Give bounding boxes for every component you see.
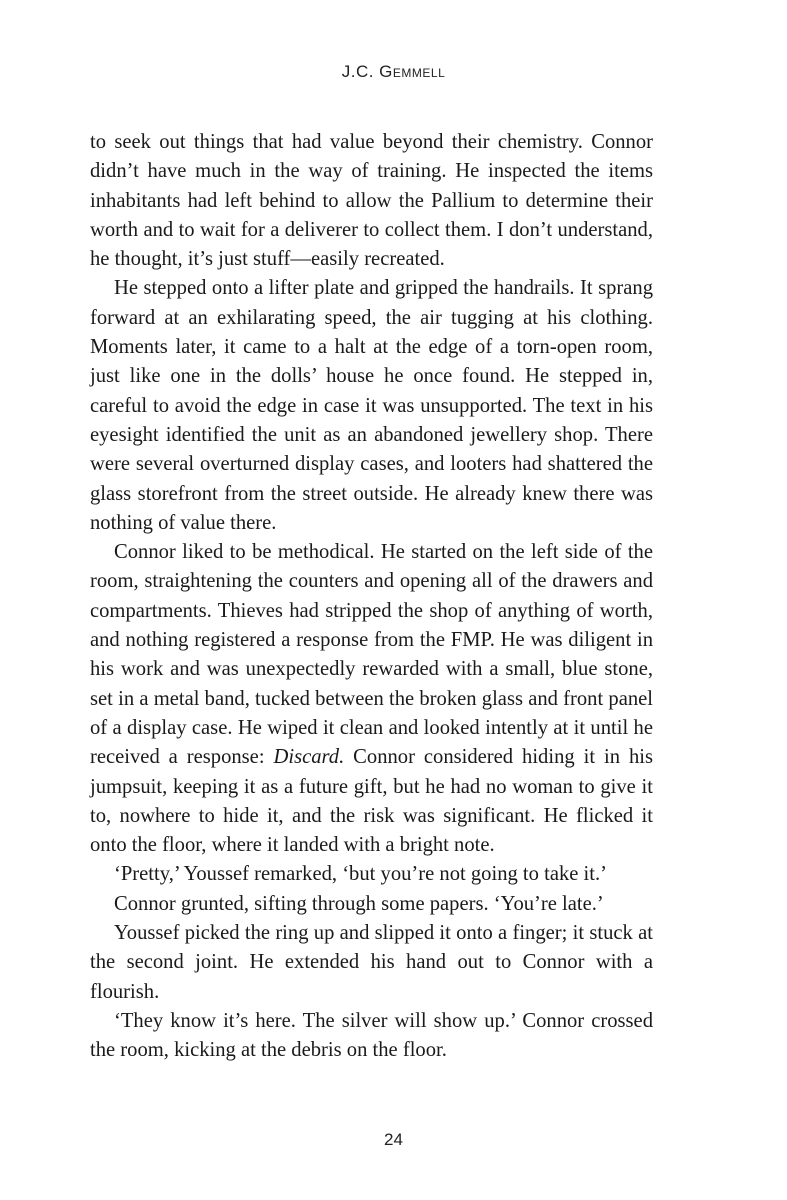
page-number: 24 (384, 1130, 403, 1149)
paragraph: ‘Pretty,’ Youssef remarked, ‘but you’re not going to take it.’ (114, 863, 608, 886)
paragraph: Connor grunted, sifting through some papers. ‘You’re late.’ (114, 892, 604, 915)
author-name: J.C. Gemmell (341, 62, 446, 81)
paragraph: Youssef picked the ring up and slipped it onto a finger; it stuck at the second joint. He extended his hand out to Connor with a flourish. (90, 922, 653, 1003)
paragraph (90, 538, 653, 860)
paragraph-text: Connor considered hiding it in his jumpsuit, keeping it as a future gift, but he had no woman to give it to, nowhere to hide it, and the risk was significant. He flicked it onto the floor, where it landed with a bright note. (90, 746, 653, 857)
body-text (90, 128, 653, 1066)
paragraph: to seek out things that had value beyond their chemistry. Connor didn’t have much in the way of training. He inspected the items inhabitants had left behind to allow the Pallium to determine their worth and to wait for a deliverer to collect them. I don’t understand, he thought, it’s just stuff—easily recreated. (90, 131, 653, 271)
running-header (0, 62, 787, 82)
paragraph-text: Connor liked to be methodical. He started on the left side of the room, straightening the counters and opening all of the drawers and compartments. Thieves had stripped the shop of anything of worth, and nothing registered a response from the FMP. He was diligent in his work and was unexpectedly rewarded with a small, blue stone, set in a metal band, tucked between the broken glass and front panel of a display case. He wiped it clean and looked intently at it until he received a response: (90, 541, 653, 769)
paragraph: He stepped onto a lifter plate and gripped the handrails. It sprang forward at an exhilarating speed, the air tugging at his clothing. Moments later, it came to a halt at the edge of a torn-open room, just like one in the dolls’ house he once found. He stepped in, careful to avoid the edge in case it was unsupported. The text in his eyesight identified the unit as an abandoned jewellery shop. There were several overturned display cases, and looters had shattered the glass storefront from the street outside. He already knew there was nothing of value there. (90, 277, 653, 534)
italic-text: Discard. (273, 746, 345, 769)
paragraph: ‘They know it’s here. The silver will show up.’ Connor crossed the room, kicking at the debris on the floor. (90, 1009, 653, 1062)
